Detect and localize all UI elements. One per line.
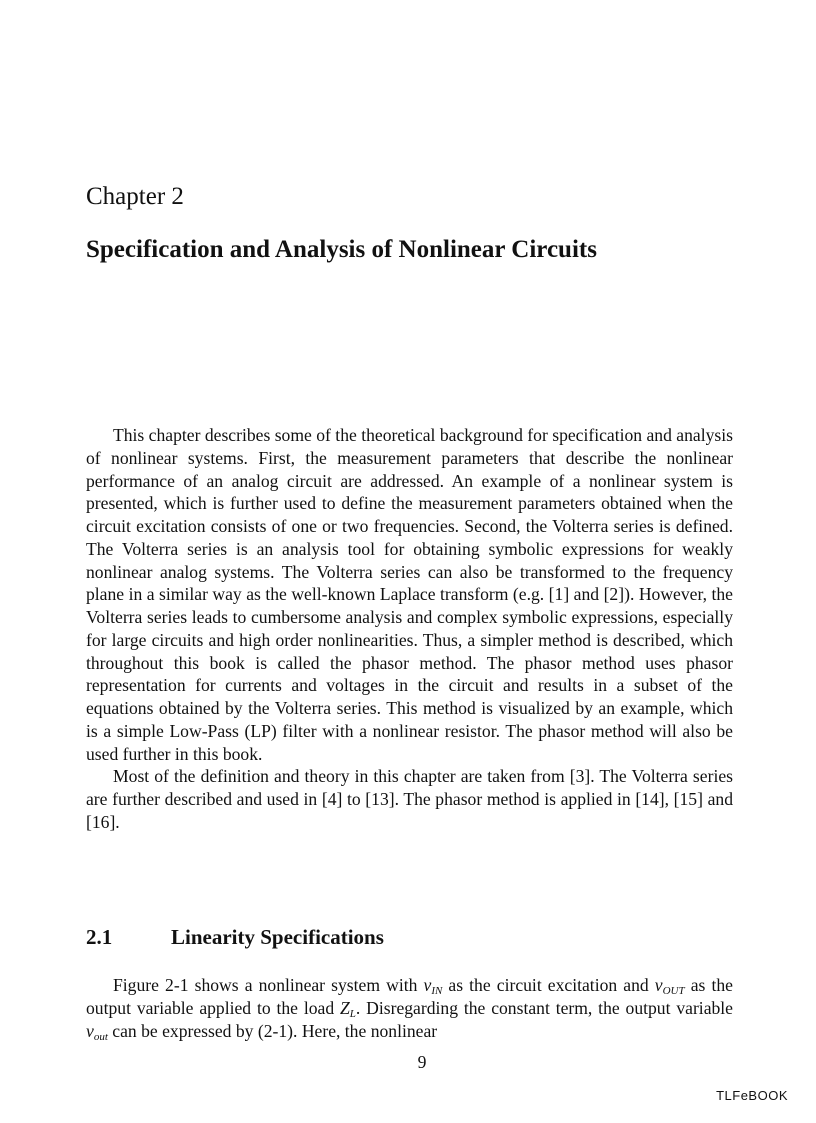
math-subscript: OUT — [662, 985, 685, 997]
intro-paragraph-1: This chapter describes some of the theoretical background for specification and analysis of nonlinear systems. First, the measurement parameters that describe the nonlinear performance of an analog circuit are addressed. An example of a nonlinear system is presented, which is further used to define the measurement parameters obtained when the circuit excitation consists of one or two frequencies. Second, the Volterra series is defined. The Volterra series is an analysis tool for obtaining symbolic expressions for weakly nonlinear analog systems. The Volterra series can also be transformed to the frequency plane in a similar way as the well-known Laplace transform (e.g. [1] and [2]). However, the Volterra series leads to cumbersome analysis and complex symbolic expressions, especially for large circuits and high order nonlinearities. Thus, a simpler method is described, which throughout this book is called the phasor method. The phasor method uses phasor representation for currents and voltages in the circuit and results in a subset of the equations obtained by the Volterra series. This method is visualized by an example, which is a simple Low-Pass (LP) filter with a nonlinear resistor. The phasor method will also be used further in this book. — [86, 425, 733, 764]
math-subscript: out — [93, 1030, 108, 1043]
math-subscript: IN — [431, 985, 443, 997]
math-var: v — [654, 975, 663, 995]
section-heading — [86, 925, 384, 950]
intro-text — [86, 424, 733, 834]
section-text — [86, 974, 733, 1042]
chapter-title: Specification and Analysis of Nonlinear Circuits — [86, 236, 597, 263]
math-var: Z — [339, 997, 350, 1018]
math-var: v — [423, 975, 432, 995]
math-subscript: L — [349, 1007, 356, 1020]
page-number: 9 — [417, 1052, 427, 1072]
math-var: v — [86, 1020, 94, 1041]
watermark: TLFeBOOK — [716, 1088, 788, 1103]
text-fragment: as the output variable applied to the load — [86, 975, 733, 1018]
text-fragment: Figure 2-1 shows a nonlinear system with — [113, 975, 424, 995]
text-fragment: as the circuit excitation and — [442, 975, 655, 995]
section-title: Linearity Specifications — [171, 925, 384, 949]
chapter-label: Chapter 2 — [86, 183, 184, 210]
text-fragment: can be expressed by (2-1). Here, the nonlinear — [107, 1020, 438, 1041]
section-number: 2.1 — [86, 925, 113, 949]
section-paragraph-1 — [86, 974, 733, 1042]
text-fragment: . Disregarding the constant term, the output variable — [355, 997, 733, 1018]
intro-paragraph-2: Most of the definition and theory in this chapter are taken from [3]. The Volterra series are further described and used in [4] to [13]. The phasor method is applied in [14], [15] and [16]. — [86, 766, 733, 832]
